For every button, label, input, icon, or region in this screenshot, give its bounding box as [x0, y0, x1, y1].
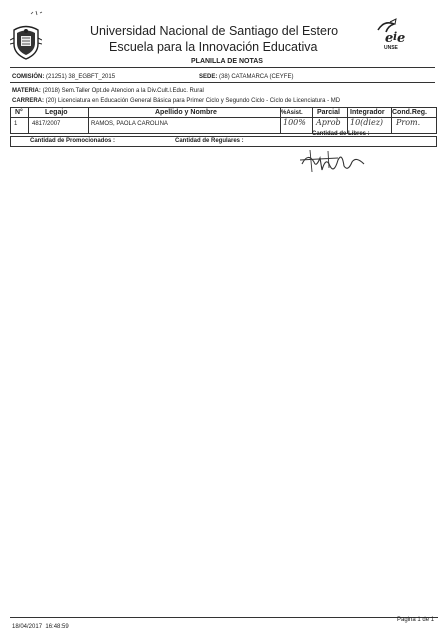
title-underline	[10, 67, 435, 68]
cantidad-libres: Cantidad de Libres :	[312, 131, 370, 137]
cantidad-promocionados: Cantidad de Promocionados :	[30, 137, 116, 144]
university-name: Universidad Nacional de Santiago del Estero	[90, 24, 339, 38]
svg-text:e: e	[385, 31, 394, 44]
footer-divider	[10, 617, 438, 618]
header-asistencia: %Asist.	[281, 109, 303, 116]
university-crest-logo	[10, 24, 42, 60]
materia-value: (2018) Sem.Taller Opt.de Atencion a la Div.Cult.l.Educ. Rural	[42, 88, 204, 94]
unse-label: UNSE	[384, 45, 398, 51]
row-1-cond-reg: Prom.	[396, 118, 421, 127]
sede-label: SEDE:	[199, 74, 218, 80]
page-number: Pagina 1 de 1	[397, 617, 435, 623]
header-integrador: Integrador	[350, 108, 385, 116]
carrera-label: CARRERA:	[12, 98, 44, 104]
col-divider-2	[88, 107, 89, 133]
comision-value: (21251) 38_EGBFT_2015	[46, 74, 116, 80]
school-name: Escuela para la Innovación Educativa	[109, 40, 318, 54]
print-datetime: 18/04/2017 16:48:59	[12, 624, 69, 630]
comision-line	[12, 74, 115, 80]
header-parcial: Parcial	[317, 108, 340, 116]
sede-value: (38) CATAMARCA (CEYFE)	[219, 74, 294, 80]
row-1-n: 1	[14, 121, 18, 127]
svg-text:i: i	[393, 30, 398, 43]
header-apellido-nombre: Apellido y Nombre	[155, 108, 217, 116]
col-divider-4	[312, 107, 313, 133]
carrera-line	[12, 98, 340, 104]
eie-logo	[376, 18, 408, 44]
carrera-value: (20) Licenciatura en Educación General Básica para Primer Ciclo y Segundo Ciclo - Ciclo de Licenciatura - MD	[45, 98, 341, 104]
row-1-legajo: 4817/2007	[32, 121, 61, 127]
header-cond-reg: Cond.Reg.	[392, 108, 427, 116]
materia-label: MATERIA:	[12, 88, 41, 94]
sede-line	[199, 74, 293, 80]
materia-line	[12, 88, 204, 94]
handwritten-signature	[298, 148, 368, 176]
comision-label: COMISIÓN:	[12, 74, 45, 80]
col-divider-5	[347, 107, 348, 133]
row-1-nombre: RAMOS, PAOLA CAROLINA	[91, 121, 168, 127]
row-1-parcial: Aprob	[316, 118, 341, 127]
col-divider-1	[28, 107, 29, 133]
row-1-integrador: 10(diez)	[350, 118, 384, 127]
header-n: N°	[15, 108, 23, 116]
comision-underline	[10, 82, 435, 83]
svg-text:e: e	[397, 31, 406, 44]
scan-marks	[30, 3, 44, 9]
header-legajo: Legajo	[45, 108, 68, 116]
form-title: PLANILLA DE NOTAS	[191, 58, 263, 65]
row-1-asistencia: 100%	[283, 118, 306, 127]
cantidad-regulares: Cantidad de Regulares :	[175, 137, 244, 144]
